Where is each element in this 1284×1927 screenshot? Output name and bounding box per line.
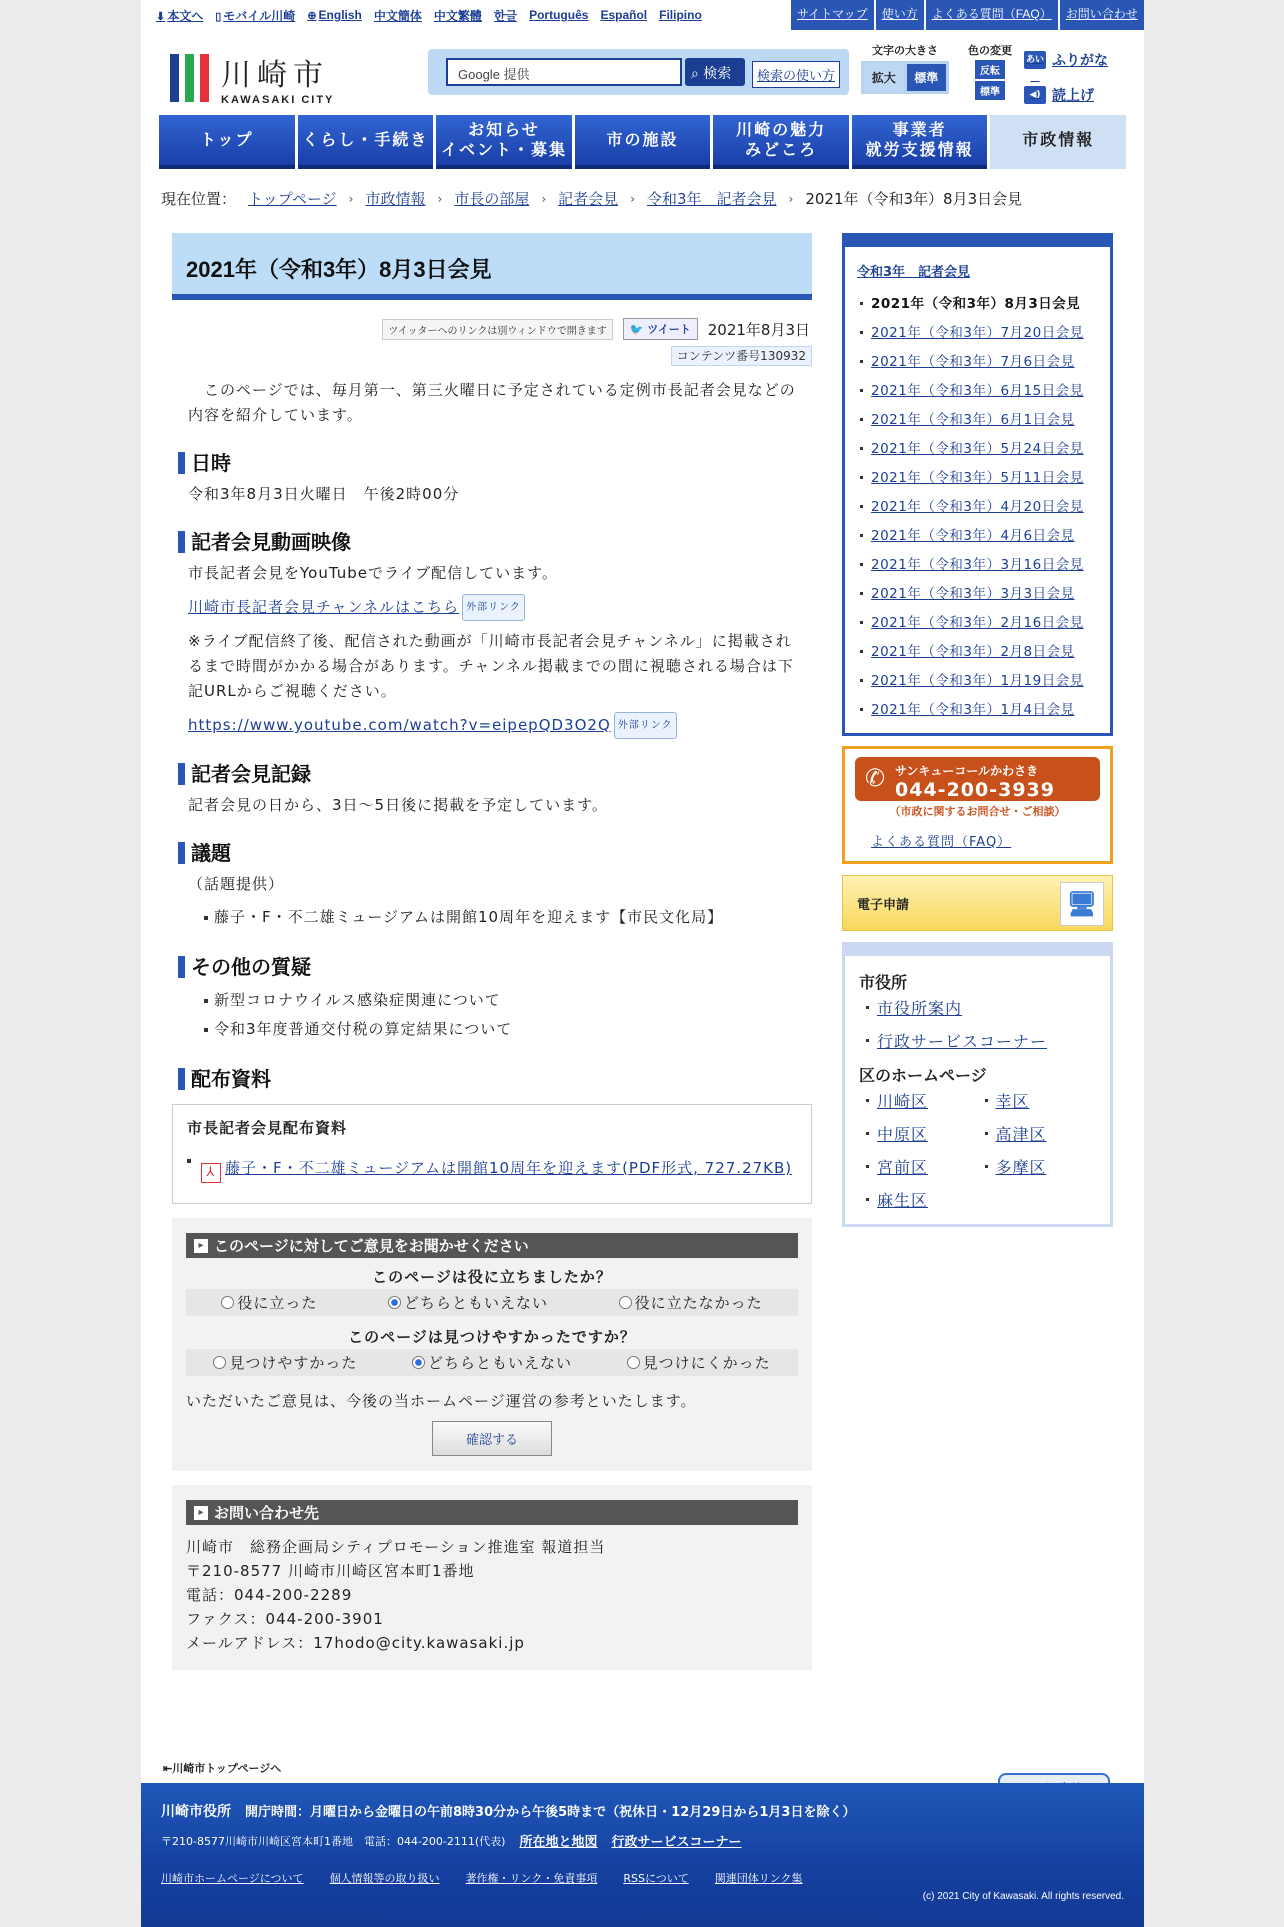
speaker-icon: ◀) (1024, 86, 1046, 104)
skip-to-content-link[interactable]: ⬇ 本文へ (156, 8, 204, 23)
side-nav-item[interactable]: 2021年（令和3年）6月15日会見 (857, 381, 1098, 401)
search-area (428, 49, 849, 95)
globe-icon: ⊕ (307, 10, 317, 22)
lang-ko[interactable]: 한글 (493, 8, 518, 23)
breadcrumb-current: 2021年（令和3年）8月3日会見 (805, 190, 1023, 208)
radio-neutral[interactable]: どちらともいえない (388, 1292, 548, 1313)
gnav-business[interactable]: 事業者 就労支援情報 (852, 115, 988, 169)
side-nav-title[interactable]: 令和3年 記者会見 (857, 265, 971, 280)
to-top-page-link[interactable]: ⇤川崎市トップページへ (163, 1763, 282, 1775)
language-bar (156, 4, 702, 26)
feedback-note: いただいたご意見は、今後の当ホームページ運営の参考といたします。 (186, 1392, 697, 1410)
breadcrumb-press[interactable]: 記者会見 (558, 190, 619, 208)
intro-text: このページでは、毎月第一、第三火曜日に予定されている定例市長記者会見などの内容を紹介しています。 (188, 381, 796, 424)
color-invert-button[interactable]: 反転 (975, 60, 1005, 79)
record-text: 記者会見の日から、3日～5日後に掲載を予定しています。 (188, 796, 608, 814)
radio-hard[interactable]: 見つけにくかった (627, 1352, 771, 1373)
contact-line: メールアドレス：17hodo@city.kawasaki.jp (186, 1634, 525, 1652)
side-nav-item[interactable]: 2021年（令和3年）4月20日会見 (857, 497, 1098, 517)
ward-link-nakahara[interactable]: 中原区 (859, 1123, 978, 1146)
confirm-button[interactable]: 確認する (432, 1421, 552, 1456)
logo-text: 川崎市 (221, 58, 329, 93)
breadcrumb-mayor[interactable]: 市長の部屋 (454, 190, 530, 208)
handout-pdf-link[interactable]: 藤子・F・不二雄ミュージアムは開館10周年を迎えます(PDF形式, 727.27KB) (225, 1159, 793, 1177)
call-number: 044-200-3939 (895, 779, 1055, 801)
readout-button[interactable]: ◀) 読上げ (1024, 85, 1108, 105)
gnav-news[interactable]: お知らせ イベント・募集 (436, 115, 572, 169)
e-application-banner[interactable]: 電子申請 🖥 (842, 875, 1113, 931)
ward-link-miyamae[interactable]: 宮前区 (859, 1156, 978, 1179)
search-input[interactable]: Google 提供 (446, 58, 682, 86)
side-nav-item[interactable]: 2021年（令和3年）3月3日会見 (857, 584, 1098, 604)
faq-link[interactable]: よくある質問（FAQ） (926, 0, 1058, 30)
side-nav-item[interactable]: 2021年（令和3年）1月19日会見 (857, 671, 1098, 691)
gnav-life[interactable]: くらし・手続き (298, 115, 434, 169)
city-links (842, 942, 1113, 1227)
logo-subtext: KAWASAKI CITY (221, 94, 335, 106)
contact-line: ファクス：044-200-3901 (186, 1610, 384, 1628)
video-text: 市長記者会見をYouTubeでライブ配信しています。 (188, 564, 558, 582)
breadcrumb-home[interactable]: トップページ (248, 190, 337, 208)
call-center-banner[interactable]: ✆ サンキューコールかわさき 044-200-3939 (855, 757, 1100, 801)
contact-box: ▸ お問い合わせ先 川崎市 総務企画局シティプロモーション推進室 報道担当 〒210-8577 川崎市川崎区宮本町1番地 電話：044-200-2289 ファクス：044-200-3901 メールアドレス：17hodo@city.kawasaki.jp (172, 1485, 812, 1670)
other-item: 令和3年度普通交付税の算定結果について (214, 1015, 812, 1044)
footer-link[interactable]: 著作権・リンク・免責事項 (465, 1872, 598, 1885)
site-logo[interactable] (170, 50, 334, 106)
radio-easy[interactable]: 見つけやすかった (213, 1352, 357, 1373)
cityhall-guide-link[interactable]: 市役所案内 (859, 997, 1096, 1020)
side-nav-item[interactable]: 2021年（令和3年）6月1日会見 (857, 410, 1098, 430)
global-nav (159, 115, 1126, 169)
twitter-note: ツイッターへのリンクは別ウィンドウで開きます (382, 319, 613, 340)
side-nav-item[interactable]: 2021年（令和3年）2月8日会見 (857, 642, 1098, 662)
agenda-sub: （話題提供） (188, 875, 285, 893)
video-note: ※ライブ配信終了後、配信された動画が「川崎市長記者会見チャンネル」に掲載されるまで時間がかかる場合があります。チャンネル掲載までの間に視聴される場合は下記URLからご視聴ください。 (188, 632, 794, 700)
heading-other: その他の質疑 (178, 956, 812, 978)
heading-agenda: 議題 (178, 842, 812, 864)
side-nav-item[interactable]: 2021年（令和3年）5月24日会見 (857, 439, 1098, 459)
side-nav-item[interactable]: 2021年（令和3年）4月6日会見 (857, 526, 1098, 546)
ward-link-tama[interactable]: 多摩区 (978, 1156, 1097, 1179)
side-nav (842, 233, 1113, 736)
feedback-form: ▸ このページに対してご意見をお聞かせください このページは役に立ちましたか？ 役に立った どちらともいえない 役に立たなかった このページは見つけやすかったですか？ 見つけやすかった どちらともいえない 見つけにくかった いただいたご意見は、今後の当ホームページ運営の参考といたします。 確認する (172, 1218, 812, 1471)
agenda-item: 藤子・F・不二雄ミュージアムは開館10周年を迎えます【市民文化局】 (214, 903, 812, 932)
external-link-badge: 外部リンク (462, 594, 525, 621)
contact-line: 川崎市 総務企画局シティプロモーション推進室 報道担当 (186, 1538, 606, 1556)
footer-service-link[interactable]: 行政サービスコーナー (611, 1835, 742, 1850)
furigana-icon: あいう (1024, 51, 1046, 69)
mobile-icon: ▯ (215, 10, 222, 23)
footer-map-link[interactable]: 所在地と地図 (519, 1835, 598, 1850)
youtube-link[interactable]: https://www.youtube.com/watch?v=eipepQD3O2Q (188, 716, 611, 734)
ward-link-kawasaki[interactable]: 川崎区 (859, 1090, 978, 1113)
publish-date: 2021年8月3日 (707, 320, 810, 339)
page (141, 0, 1144, 1927)
gnav-attractions[interactable]: 川崎の魅力 みどころ (713, 115, 849, 169)
side-nav-item[interactable]: 2021年（令和3年）2月16日会見 (857, 613, 1098, 633)
contact-line: 電話：044-200-2289 (186, 1586, 353, 1604)
side-nav-current: 2021年（令和3年）8月3日会見 (857, 294, 1098, 314)
footer-address: 〒210-8577川崎市川崎区宮本町1番地 電話：044-200-2111(代表) (161, 1834, 506, 1848)
accessibility-tools (1024, 50, 1108, 105)
other-item: 新型コロナウイルス感染症関連について (214, 986, 812, 1015)
lang-zh-tw[interactable]: 中文繁體 (433, 8, 482, 23)
utility-nav (791, 0, 1144, 30)
color-control: 色の変更 反転 標準 (968, 44, 1012, 98)
cityhall-heading: 市役所 (859, 973, 908, 992)
tweet-button[interactable]: 🐦 ツイート (623, 318, 698, 340)
sidebar (842, 233, 1113, 1227)
radio-neutral-2[interactable]: どちらともいえない (412, 1352, 572, 1373)
twitter-icon: 🐦 (629, 323, 644, 336)
search-icon: ⌕ (691, 66, 699, 82)
sitemap-link[interactable]: サイトマップ (791, 0, 874, 30)
radio-not-useful[interactable]: 役に立たなかった (619, 1292, 763, 1313)
gnav-city-info[interactable]: 市政情報 (990, 115, 1126, 169)
footer-hours: 開庁時間：月曜日から金曜日の午前8時30分から午後5時まで（祝休日・12月29日から1月3日を除く） (245, 1805, 856, 1820)
external-link-badge: 外部リンク (614, 712, 677, 739)
ward-link-takatsu[interactable]: 高津区 (978, 1123, 1097, 1146)
footer-link[interactable]: RSSについて (623, 1872, 689, 1885)
howto-link[interactable]: 使い方 (876, 0, 924, 30)
furigana-button[interactable]: あいう ふりがな (1025, 53, 1108, 83)
call-center-box: ✆ サンキューコールかわさき 044-200-3939 （市政に関するお問合せ・ご相談） よくある質問（FAQ） (842, 746, 1113, 864)
gnav-facilities[interactable]: 市の施設 (575, 115, 711, 169)
content-id: コンテンツ番号130932 (671, 346, 812, 366)
lang-english[interactable]: ⊕ English (307, 8, 362, 22)
footer-org: 川崎市役所 (161, 1804, 231, 1820)
font-enlarge-button[interactable]: 拡大 (864, 64, 904, 91)
font-standard-button[interactable]: 標準 (907, 64, 947, 91)
heading-video: 記者会見動画映像 (178, 531, 812, 553)
question-useful: このページは役に立ちましたか？ (372, 1268, 612, 1286)
question-findable: このページは見つけやすかったですか？ (348, 1328, 636, 1346)
footer-link[interactable]: 個人情報等の取り扱い (329, 1872, 440, 1885)
footer-link[interactable]: 関連団体リンク集 (714, 1872, 803, 1885)
phone-icon: ✆ (865, 764, 886, 792)
home-arrow-icon: ⇤ (163, 1763, 173, 1775)
side-nav-item[interactable]: 2021年（令和3年）1月4日会見 (857, 700, 1098, 720)
down-arrow-icon: ⬇ (156, 10, 166, 23)
ward-link-saiwai[interactable]: 幸区 (978, 1090, 1097, 1113)
ward-link-asao[interactable]: 麻生区 (859, 1189, 978, 1212)
search-help-link[interactable]: 検索の使い方 (752, 61, 840, 88)
logo-mark (170, 54, 209, 102)
arrow-right-icon: ▸ (194, 1506, 208, 1520)
page-title: 2021年（令和3年）8月3日会見 (172, 233, 812, 300)
breadcrumb-city-info[interactable]: 市政情報 (365, 190, 426, 208)
font-size-control: 文字の大きさ 拡大 標準 (861, 42, 949, 94)
datetime-text: 令和3年8月3日火曜日 午後2時00分 (188, 485, 460, 503)
contact-line: 〒210-8577 川崎市川崎区宮本町1番地 (186, 1562, 475, 1580)
radio-useful[interactable]: 役に立った (221, 1292, 317, 1313)
main-content (172, 233, 812, 1670)
footer (141, 1783, 1144, 1927)
arrow-right-icon: ▸ (194, 1239, 208, 1253)
lang-zh-cn[interactable]: 中文簡体 (373, 8, 422, 23)
search-button[interactable]: ⌕ 検索 (685, 58, 745, 86)
heading-datetime: 日時 (178, 452, 812, 474)
handout-box (172, 1104, 812, 1204)
copyright: (c) 2021 City of Kawasaki. All rights reserved. (922, 1891, 1124, 1902)
heading-handout: 配布資料 (178, 1068, 812, 1090)
side-nav-item[interactable]: 2021年（令和3年）5月11日会見 (857, 468, 1098, 488)
contact-link[interactable]: お問い合わせ (1060, 0, 1144, 30)
lang-pt[interactable]: Português (529, 8, 589, 22)
lang-fil[interactable]: Filipino (659, 8, 702, 22)
service-corner-link[interactable]: 行政サービスコーナー (859, 1030, 1096, 1053)
mobile-link[interactable]: ▯ モバイル川崎 (215, 8, 296, 23)
color-standard-button[interactable]: 標準 (975, 81, 1005, 100)
lang-es[interactable]: Español (600, 8, 648, 22)
footer-link[interactable]: 川崎市ホームページについて (161, 1872, 304, 1885)
side-nav-item[interactable]: 2021年（令和3年）7月20日会見 (857, 323, 1098, 343)
heading-record: 記者会見記録 (178, 763, 812, 785)
pdf-icon: ⅄ (201, 1163, 221, 1183)
ward-heading: 区のホームページ (859, 1066, 987, 1085)
side-nav-item[interactable]: 2021年（令和3年）3月16日会見 (857, 555, 1098, 575)
breadcrumb-r3-press[interactable]: 令和3年 記者会見 (646, 190, 777, 208)
handout-title: 市長記者会見配布資料 (187, 1119, 348, 1137)
channel-link[interactable]: 川崎市長記者会見チャンネルはこちら (188, 598, 460, 616)
side-faq-link[interactable]: よくある質問（FAQ） (871, 835, 1012, 850)
breadcrumb: 現在位置： トップページ › 市政情報 › 市長の部屋 › 記者会見 › 令和3年 記者会見 › 2021年（令和3年）8月3日会見 (161, 190, 1023, 208)
gnav-top[interactable]: トップ (159, 115, 295, 169)
side-nav-item[interactable]: 2021年（令和3年）7月6日会見 (857, 352, 1098, 372)
computer-icon: 🖥 (1060, 882, 1104, 926)
